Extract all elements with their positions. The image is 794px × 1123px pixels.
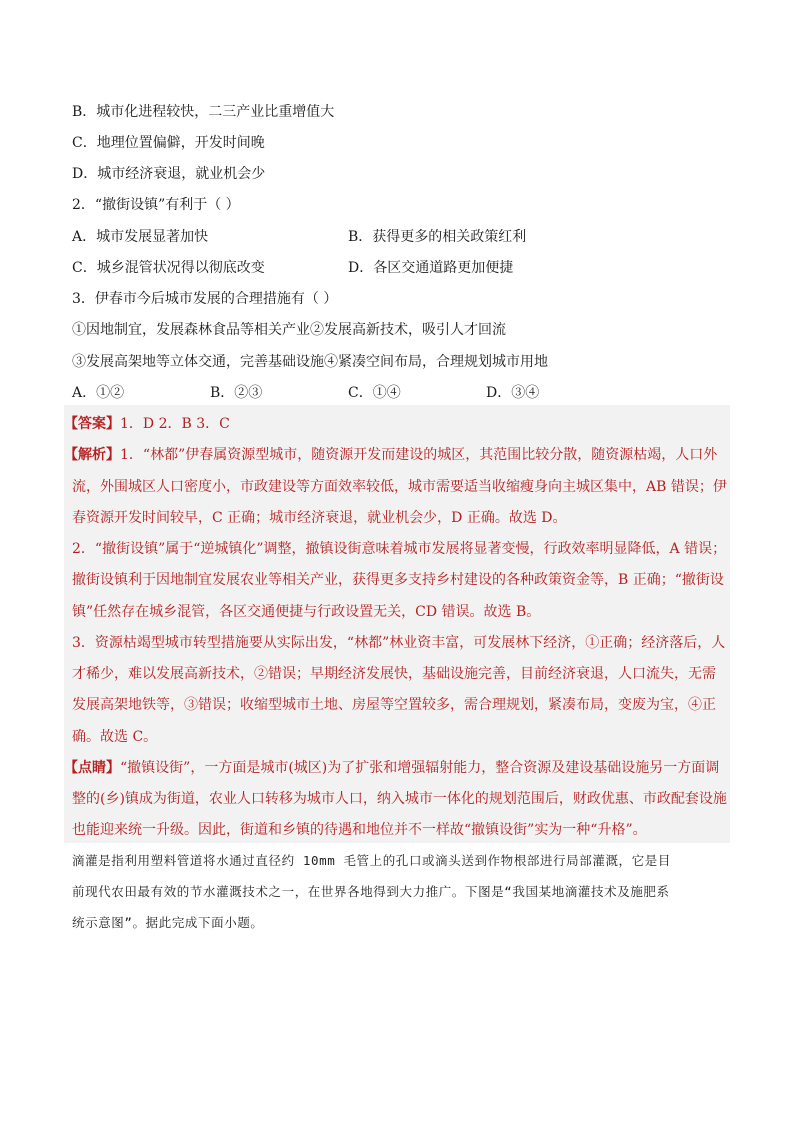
q1-option-b: B．城市化进程较快，二三产业比重增值大 (72, 104, 335, 120)
q3-statement-2: ③发展高架地等立体交通，完善基础设施④紧凑空间布局，合理规划城市用地 (72, 354, 548, 370)
q3-stem: 3．伊春市今后城市发展的合理措施有（ ） (72, 291, 338, 307)
answer-label: 【答案】 (64, 416, 120, 432)
q1-option-d: D．城市经济衰退，就业机会少 (72, 166, 266, 182)
tip-text-line: 也能迎来统一升级。因此，街道和乡镇的待遇和地位并不一样故“撤镇设街”实为一种“升格”。 (72, 822, 647, 838)
intro-line: 滴灌是指利用塑料管道将水通过直径约 10mm 毛管上的孔口或滴头送到作物根部进行局部灌溉，它是目 (72, 853, 671, 868)
analysis-p3-line: 才稀少，难以发展高新技术，②错误；早期经济发展快，基础设施完善，目前经济衰退，人口流失，无需 (72, 666, 716, 682)
analysis-p3-line: 发展高架地铁等，③错误；收缩型城市土地、房屋等空置较多，需合理规划，紧凑布局，变废为宝，④正 (72, 697, 716, 713)
analysis-p2-line: 2．“撤街设镇”属于“逆城镇化”调整，撤镇设街意味着城市发展将显著变慢，行政效率明显降低，A 错误； (72, 541, 727, 557)
analysis-p2-line: 镇”任然存在城乡混管，各区交通便捷与行政设置无关，CD 错误。故选 B。 (72, 604, 541, 620)
q1-option-c: C．地理位置偏僻，开发时间晚 (72, 135, 265, 151)
intro-line: 统示意图”。据此完成下面小题。 (72, 915, 264, 930)
tip-text-line: “撤镇设街”，一方面是城市(城区)为了扩张和增强辐射能力，整合资源及建设基础设施另一方面调 (120, 760, 720, 776)
analysis-p1-line: 春资源开发时间较早，C 正确；城市经济衰退，就业机会少，D 正确。故选 D。 (72, 510, 567, 526)
q2-options-row2 (72, 258, 514, 278)
q3-option-a: A．①② (72, 385, 125, 401)
answer-line (64, 414, 230, 434)
q3-option-c: C．①④ (348, 385, 401, 401)
analysis-line (64, 445, 717, 465)
q2-options-row1 (72, 227, 527, 247)
answer-text: 1．D 2．B 3．C (120, 416, 230, 432)
tip-label: 【点睛】 (64, 760, 120, 776)
analysis-p2-line: 撤街设镇利于因地制宜发展农业等相关产业，获得更多支持乡村建设的各种政策资金等，B 正确；“撤街设 (72, 572, 724, 588)
tip-line (64, 758, 719, 778)
analysis-label: 【解析】 (64, 447, 120, 463)
q2-option-b: B．获得更多的相关政策红利 (348, 229, 527, 245)
analysis-p1-line: 流，外围城区人口密度小，市政建设等方面效率较低，城市需要适当收缩瘦身向主城区集中，AB 错误；伊 (72, 479, 727, 495)
analysis-p3-line: 3．资源枯竭型城市转型措施要从实际出发，“林都”林业资丰富，可发展林下经济，①正确；经济落后，人 (72, 635, 726, 651)
q2-option-d: D．各区交通道路更加便捷 (348, 260, 514, 276)
q3-options-row (72, 383, 672, 403)
q2-option-c: C．城乡混管状况得以彻底改变 (72, 260, 265, 276)
intro-line: 前现代农田最有效的节水灌溉技术之一，在世界各地得到大力推广。下图是“我国某地滴灌技术及施肥系 (72, 884, 670, 899)
q2-option-a: A．城市发展显著加快 (72, 229, 209, 245)
tip-text-line: 整的(乡)镇成为街道，农业人口转移为城市人口，纳入城市一体化的规划范围后，财政优惠、市政配套设施 (72, 791, 727, 807)
q3-option-d: D．③④ (486, 385, 540, 401)
q3-statement-1: ①因地制宜，发展森林食品等相关产业②发展高新技术，吸引人才回流 (72, 322, 506, 338)
q3-option-b: B．②③ (210, 385, 263, 401)
q2-stem: 2．“撤街设镇”有利于（ ） (72, 197, 240, 213)
analysis-p3-line: 确。故选 C。 (72, 729, 158, 745)
analysis-p1-line: 1．“林都”伊春属资源型城市，随资源开发而建设的城区，其范围比较分散，随资源枯竭，人口外 (120, 447, 718, 463)
